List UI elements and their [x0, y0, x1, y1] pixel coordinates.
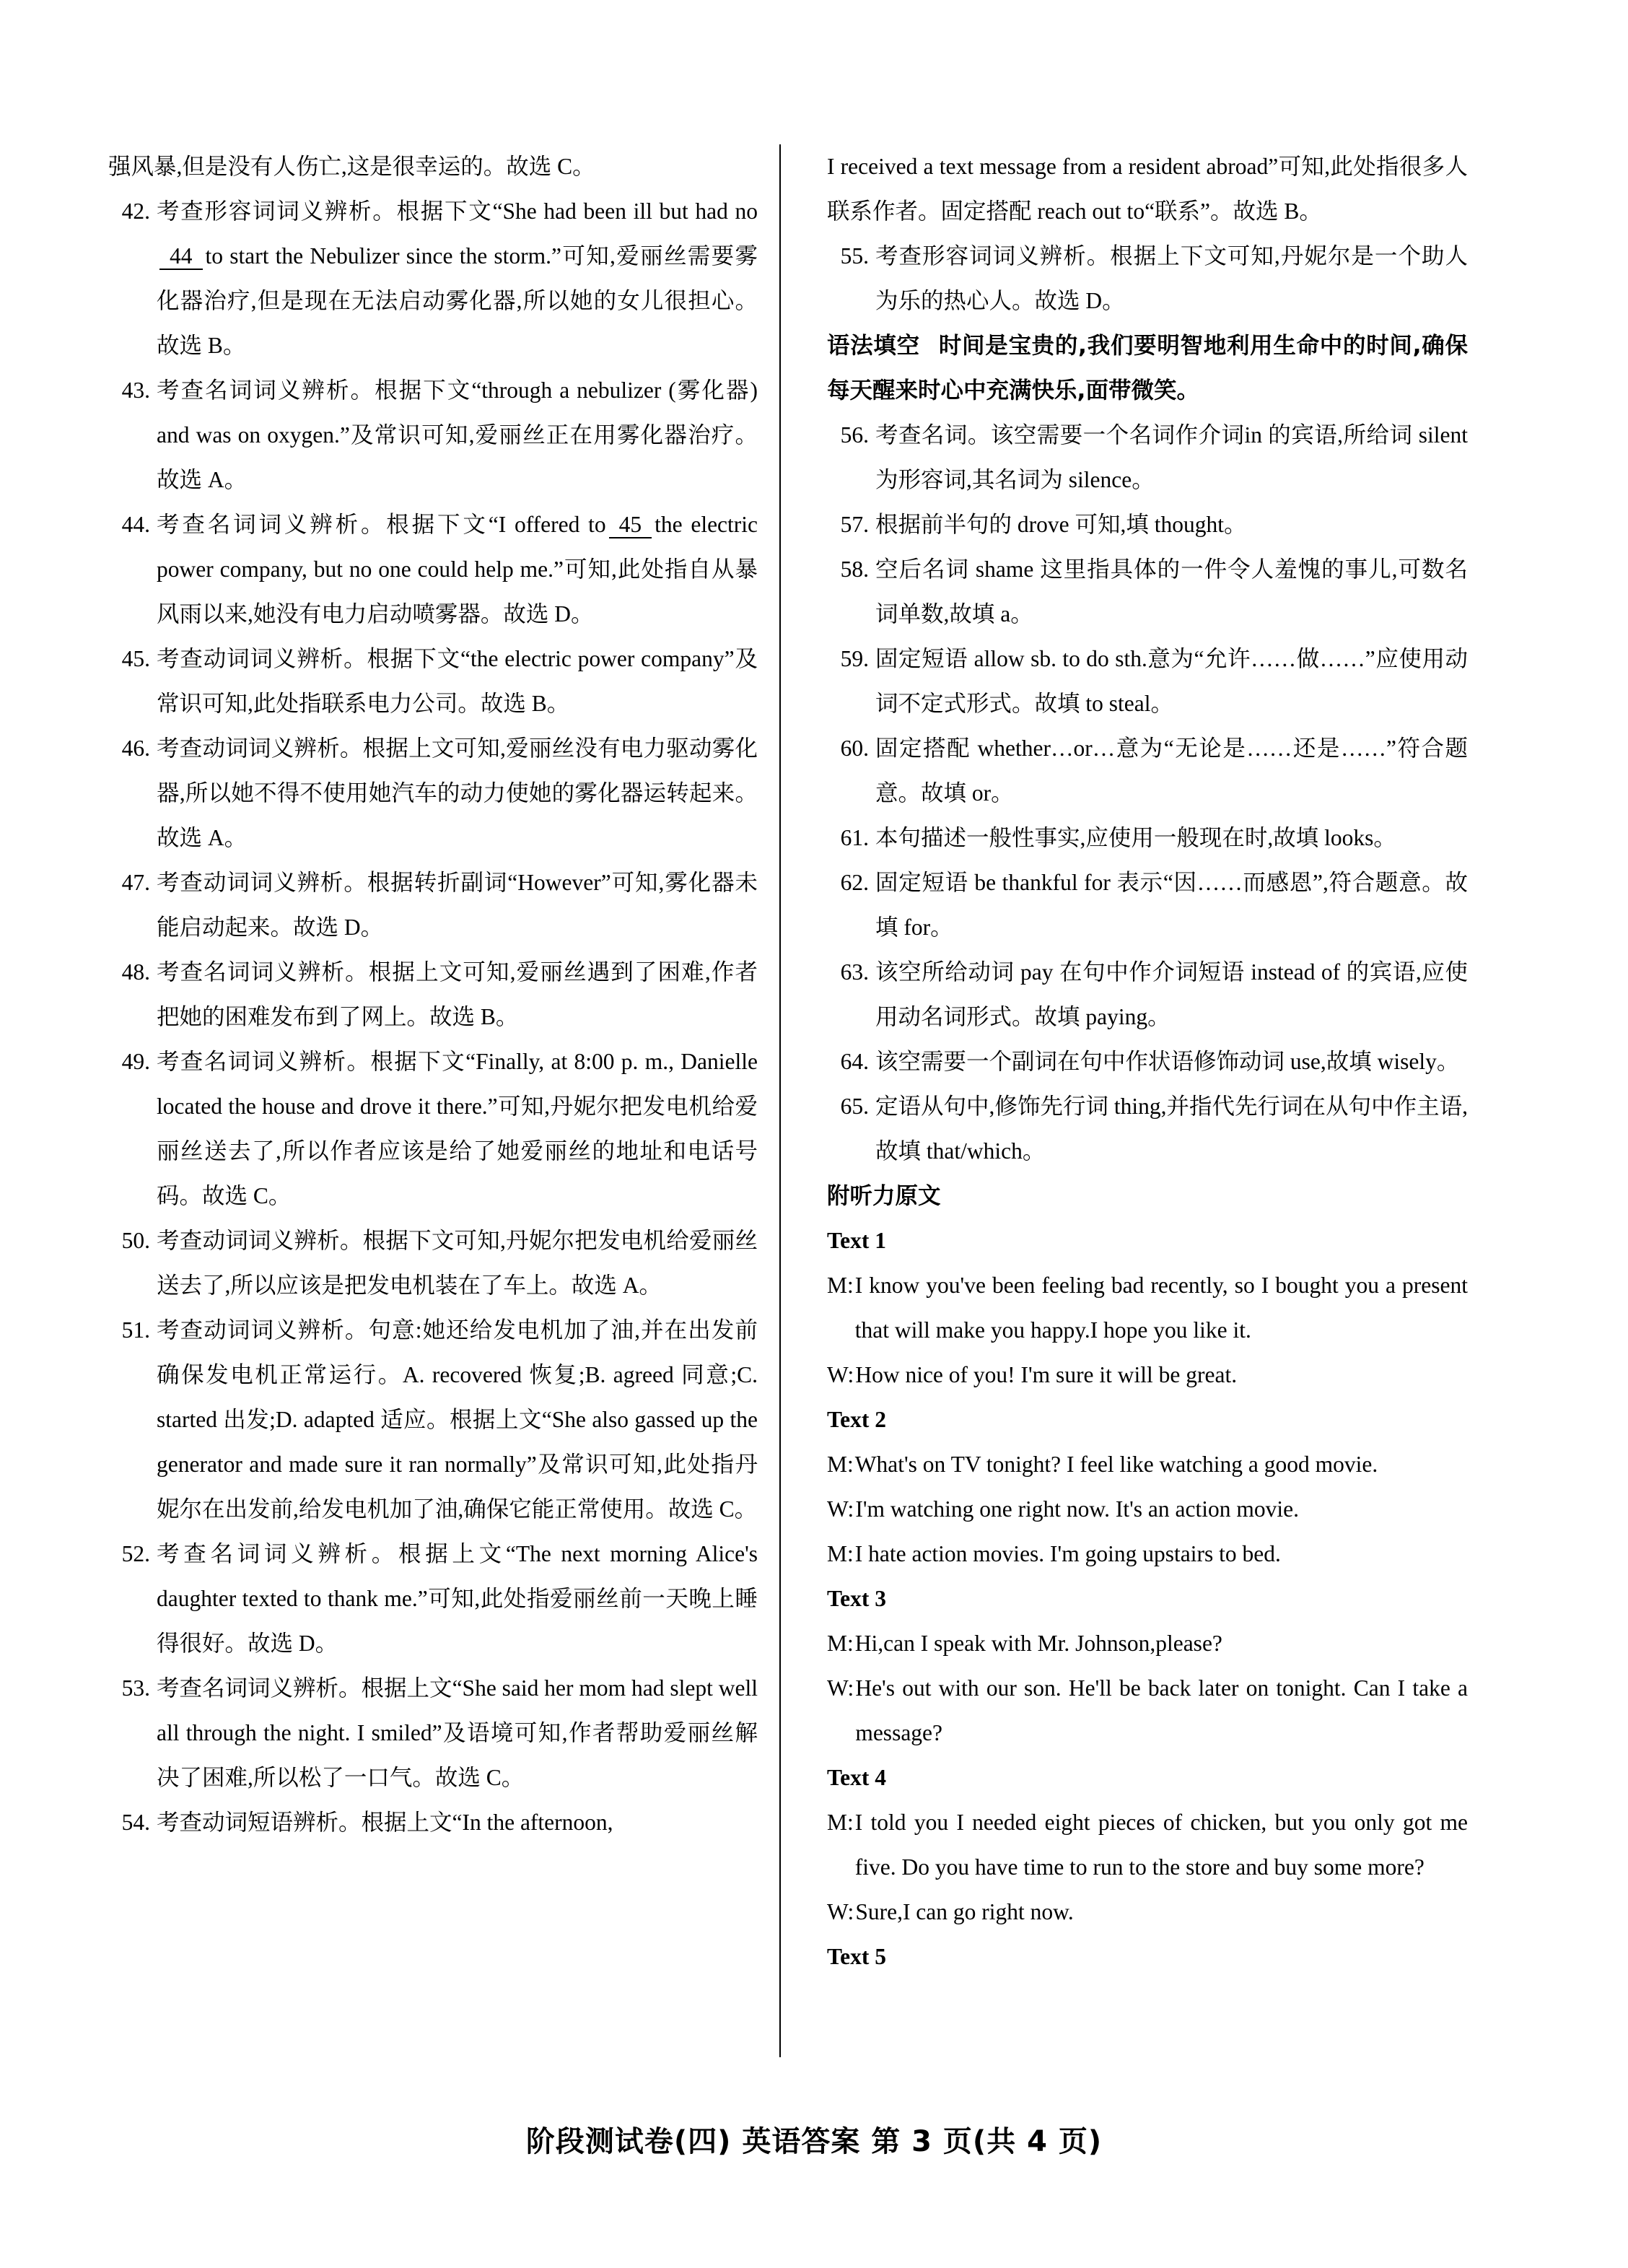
answer-item-44 [108, 502, 758, 637]
item-number: 47. [121, 870, 150, 895]
item-body: 空后名词 shame 这里指具体的一件令人羞愧的事儿,可数名词单数,故填 a。 [875, 557, 1468, 627]
item-body: 考查名词词义辨析。根据下文“Finally, at 8:00 p. m., Danielle located the house and drove it there.”可知,丹妮尔把发电机给爱丽丝送去了,所以作者应该是给了她爱丽丝的地址和电话号码。故选 C。 [157, 1049, 758, 1208]
speaker-label: W: [827, 1899, 854, 1924]
dialog-text: He's out with our son. He'll be back later on tonight. Can I take a message? [855, 1675, 1468, 1745]
continuation-paragraph: I received a text message from a resident abroad”可知,此处指很多人联系作者。固定搭配 reach out to“联系”。故选 B。 [827, 154, 1468, 224]
page-footer: 阶段测试卷(四) 英语答案 第 3 页(共 4 页) [525, 2125, 1103, 2158]
answer-item-50 [108, 1218, 758, 1308]
item-body: 定语从句中,修饰先行词 thing,并指代先行词在从句中作主语,故填 that/which。 [875, 1094, 1468, 1164]
item-number: 54. [121, 1810, 150, 1835]
item-body: 考查名词词义辨析。根据上文“She said her mom had slept well all through the night. I smiled”及语境可知,作者帮助爱丽丝解决了困难,所以松了一口气。故选 C。 [157, 1675, 758, 1790]
blank-underline-44: 44 [159, 244, 203, 270]
answer-item-45 [108, 637, 758, 726]
listening-text-title-1: Text 1 [827, 1228, 886, 1253]
item-number: 50. [121, 1228, 150, 1253]
dialog-line [827, 1442, 1468, 1487]
item-number: 65. [840, 1094, 869, 1119]
item-number: 57. [840, 512, 869, 537]
dialog-line [827, 1621, 1468, 1666]
item-text-post: the electric power company, but no one could help me.”可知,此处指自从暴风雨以来,她没有电力启动喷雾器。故选 D。 [157, 512, 758, 627]
item-number: 60. [840, 736, 869, 761]
item-number: 46. [121, 736, 150, 761]
answer-item-51 [108, 1308, 758, 1532]
left-column [108, 144, 779, 2057]
answer-item-62 [827, 860, 1468, 950]
item-text-post: to start the Nebulizer since the storm.”可知,爱丽丝需要雾化器治疗,但是现在无法启动雾化器,所以她的女儿很担心。故选 B。 [157, 243, 758, 358]
answer-item-60 [827, 726, 1468, 816]
answer-item-42 [108, 189, 758, 368]
answer-item-48 [108, 950, 758, 1039]
listening-text-title-2: Text 2 [827, 1407, 886, 1432]
item-number: 59. [840, 646, 869, 671]
right-column [797, 144, 1468, 2057]
speaker-label: M: [827, 1541, 854, 1566]
item-number: 43. [121, 378, 150, 403]
item-body: 考查动词词义辨析。句意:她还给发电机加了油,并在出发前确保发电机正常运行。A. recovered 恢复;B. agreed 同意;C. started 出发;D. adapted 适应。根据上文“She also gassed up the generator and made sure it ran normally”及常识可知,此处指丹妮尔在出发前,给发电机加了油,确保它能正常使用。故选 C。 [157, 1317, 758, 1522]
blank-underline-45: 45 [609, 513, 652, 538]
item-body: 考查名词。该空需要一个名词作介词in 的宾语,所给词 silent 为形容词,其名词为 silence。 [875, 422, 1468, 492]
answer-item-63 [827, 950, 1468, 1039]
item-body: 考查动词词义辨析。根据下文可知,丹妮尔把发电机给爱丽丝送去了,所以应该是把发电机装在了车上。故选 A。 [157, 1228, 758, 1298]
continuation-paragraph: 强风暴,但是没有人伤亡,这是很幸运的。故选 C。 [108, 154, 595, 179]
answer-item-54 [108, 1800, 758, 1845]
dialog-text: Sure,I can go right now. [855, 1899, 1074, 1924]
dialog-line [827, 1487, 1468, 1532]
item-number: 61. [840, 825, 869, 850]
dialog-text: What's on TV tonight? I feel like watching a good movie. [854, 1452, 1378, 1477]
answer-item-57 [827, 502, 1468, 547]
dialog-line [827, 1800, 1468, 1890]
item-body: 根据前半句的 drove 可知,填 thought。 [875, 512, 1247, 537]
dialog-text: I told you I needed eight pieces of chicken, but you only got me five. Do you have time to run to the store and buy some more? [854, 1810, 1468, 1880]
dialog-text: I'm watching one right now. It's an action movie. [855, 1496, 1299, 1522]
item-body: 固定短语 allow sb. to do sth.意为“允许……做……”应使用动词不定式形式。故填 to steal。 [875, 646, 1468, 716]
listening-text-title-3: Text 3 [827, 1586, 886, 1611]
item-number: 49. [121, 1049, 150, 1074]
dialog-text: Hi,can I speak with Mr. Johnson,please? [854, 1631, 1222, 1656]
item-body: 固定短语 be thankful for 表示“因……而感恩”,符合题意。故填 for。 [875, 870, 1468, 940]
speaker-label: M: [827, 1452, 854, 1477]
speaker-label: M: [827, 1810, 854, 1835]
answer-item-56 [827, 413, 1468, 502]
item-number: 45. [121, 646, 150, 671]
item-body: 考查名词词义辨析。根据下文“through a nebulizer (雾化器) and was on oxygen.”及常识可知,爱丽丝正在用雾化器治疗。故选 A。 [157, 378, 758, 492]
speaker-label: M: [827, 1631, 854, 1656]
item-number: 53. [121, 1675, 150, 1701]
column-divider [779, 144, 781, 2057]
answer-item-64 [827, 1039, 1468, 1084]
answer-item-49 [108, 1039, 758, 1218]
speaker-label: W: [827, 1362, 854, 1387]
answer-item-47 [108, 860, 758, 950]
item-body: 该空所给动词 pay 在句中作介词短语 instead of 的宾语,应使用动名词形式。故填 paying。 [875, 959, 1468, 1029]
item-body: 考查名词词义辨析。根据上文“The next morning Alice's daughter texted to thank me.”可知,此处指爱丽丝前一天晚上睡得很好。故选 D。 [157, 1541, 758, 1656]
answer-item-61 [827, 816, 1468, 860]
item-number: 64. [840, 1049, 869, 1074]
listening-text-title-5: Text 5 [827, 1944, 886, 1969]
dialog-line [827, 1890, 1468, 1935]
item-body: 本句描述一般性事实,应使用一般现在时,故填 looks。 [875, 825, 1396, 850]
item-body: 固定搭配 whether…or…意为“无论是……还是……”符合题意。故填 or。 [875, 736, 1468, 806]
listening-text-title-4: Text 4 [827, 1765, 886, 1790]
speaker-label: M: [827, 1273, 854, 1298]
answer-item-52 [108, 1532, 758, 1666]
dialog-line [827, 1353, 1468, 1397]
item-number: 42. [121, 199, 150, 224]
grammar-fill-section-heading [827, 323, 1468, 413]
dialog-text: I hate action movies. I'm going upstairs to bed. [854, 1541, 1281, 1566]
item-body: 考查动词短语辨析。根据上文“In the afternoon, [157, 1810, 613, 1835]
two-column-body [108, 144, 1523, 2057]
answer-item-59 [827, 637, 1468, 726]
item-text-pre: 考查形容词词义辨析。根据下文“She had been ill but had no [157, 199, 758, 224]
item-number: 62. [840, 870, 869, 895]
item-number: 52. [121, 1541, 150, 1566]
item-number: 51. [121, 1317, 150, 1343]
item-body [157, 502, 758, 637]
dialog-text: I know you've been feeling bad recently, so I bought you a present that will make you happy.I hope you like it. [854, 1273, 1468, 1343]
item-number: 48. [121, 959, 150, 985]
item-body: 考查动词词义辨析。根据下文“the electric power company”及常识可知,此处指联系电力公司。故选 B。 [157, 646, 758, 716]
item-number: 56. [840, 422, 869, 448]
item-body: 考查动词词义辨析。根据上文可知,爱丽丝没有电力驱动雾化器,所以她不得不使用她汽车的动力使她的雾化器运转起来。故选 A。 [157, 736, 758, 850]
speaker-label: W: [827, 1496, 854, 1522]
item-text-pre: 考查名词词义辨析。根据下文“I offered to [157, 512, 606, 537]
dialog-text: How nice of you! I'm sure it will be great. [855, 1362, 1238, 1387]
item-number: 55. [840, 243, 869, 269]
speaker-label: W: [827, 1675, 854, 1701]
item-body: 考查名词词义辨析。根据上文可知,爱丽丝遇到了困难,作者把她的困难发布到了网上。故选 B。 [157, 959, 758, 1029]
listening-script-heading: 附听力原文 [827, 1183, 941, 1209]
item-body [157, 189, 758, 368]
dialog-line [827, 1666, 1468, 1755]
answer-item-46 [108, 726, 758, 860]
item-number: 63. [840, 959, 869, 985]
dialog-line [827, 1263, 1468, 1353]
section-summary: 时间是宝贵的,我们要明智地利用生命中的时间,确保每天醒来时心中充满快乐,面带微笑。 [827, 333, 1468, 404]
answer-item-58 [827, 547, 1468, 637]
dialog-line [827, 1532, 1468, 1576]
section-label: 语法填空 [827, 333, 920, 359]
item-number: 58. [840, 557, 869, 582]
item-number: 44. [121, 512, 150, 537]
item-body: 考查动词词义辨析。根据转折副词“However”可知,雾化器未能启动起来。故选 D。 [157, 870, 758, 940]
item-body: 该空需要一个副词在句中作状语修饰动词 use,故填 wisely。 [875, 1049, 1460, 1074]
answer-item-55 [827, 234, 1468, 323]
answer-item-43 [108, 368, 758, 502]
answer-item-65 [827, 1084, 1468, 1174]
answer-item-53 [108, 1666, 758, 1800]
item-body: 考查形容词词义辨析。根据上下文可知,丹妮尔是一个助人为乐的热心人。故选 D。 [875, 243, 1468, 313]
